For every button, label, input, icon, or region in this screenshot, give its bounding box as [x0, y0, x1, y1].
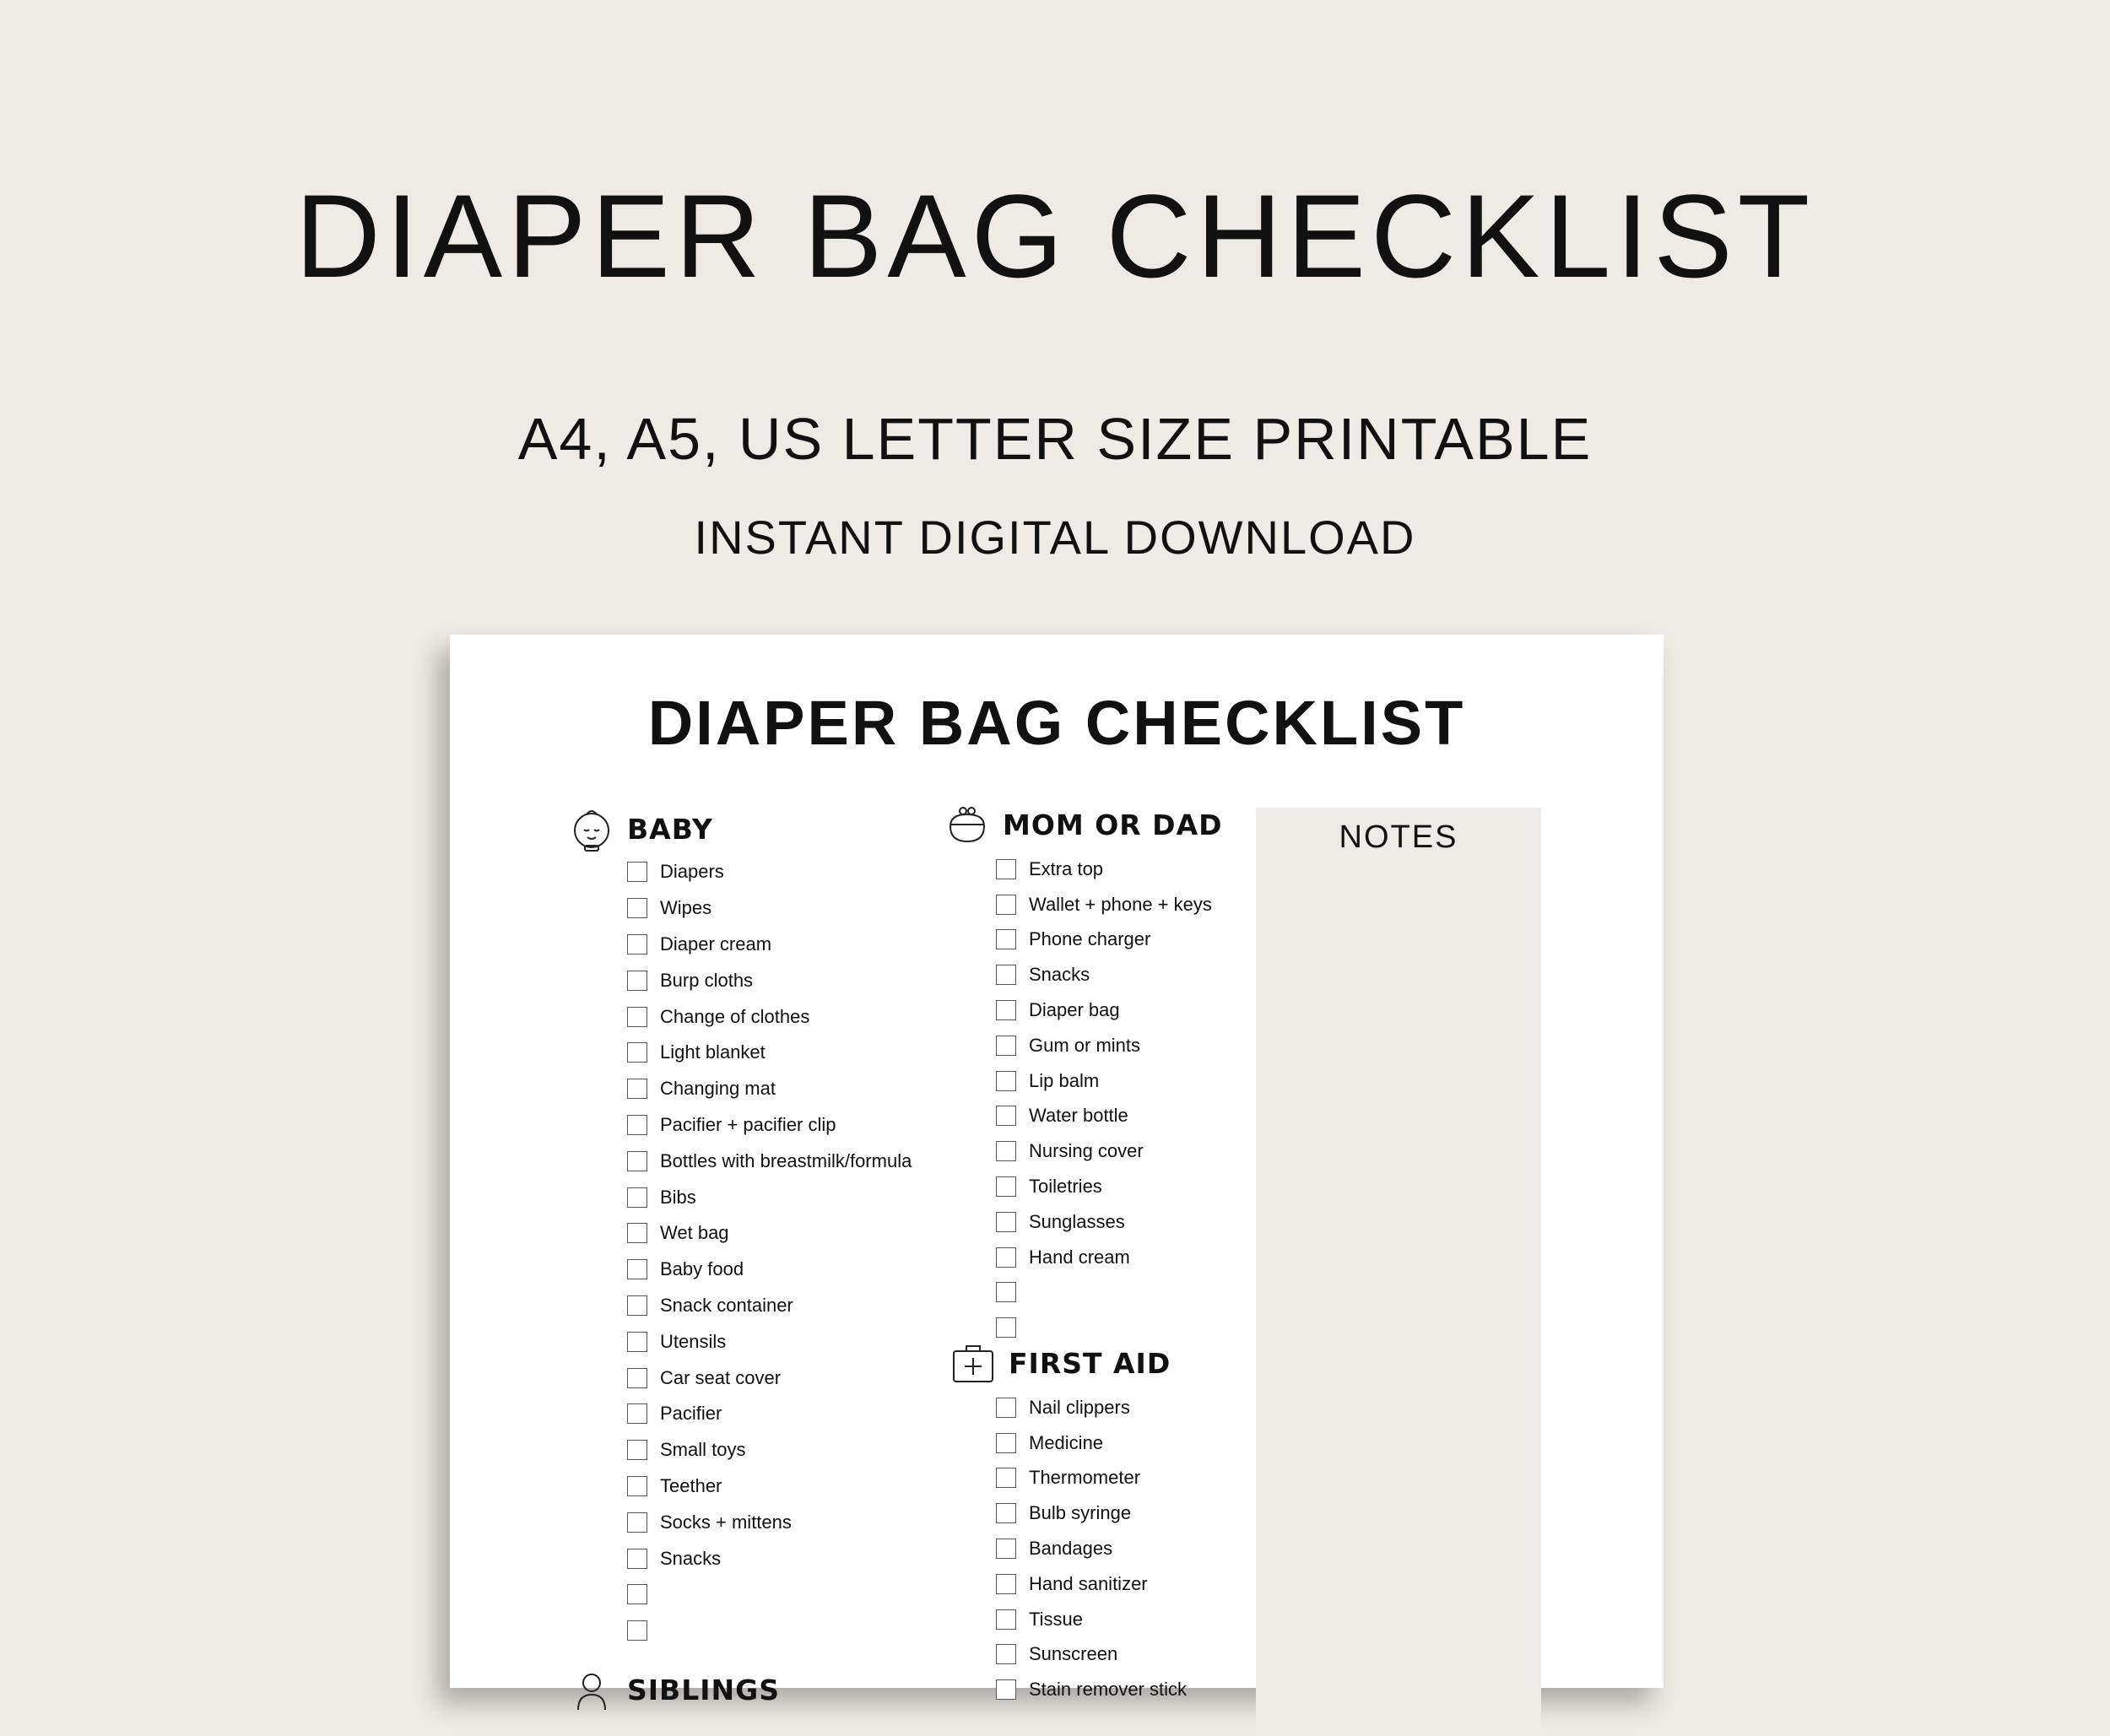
- checklist-item: [627, 1323, 912, 1360]
- checklist-item-label: Socks + mittens: [660, 1511, 792, 1533]
- page-title: DIAPER BAG CHECKLIST: [295, 170, 1815, 302]
- checklist-item: [627, 1468, 912, 1505]
- checklist-item-label: Bulb syringe: [1029, 1502, 1132, 1524]
- siblings-section-title: SIBLINGS: [627, 1673, 780, 1706]
- mom-or-dad-item-list: [996, 852, 1223, 1345]
- checklist-item: [627, 1432, 912, 1468]
- first-aid-kit-icon: [950, 1339, 997, 1387]
- checkbox[interactable]: [627, 1042, 647, 1063]
- checklist-item: [996, 1672, 1187, 1707]
- checklist-item-label: Wallet + phone + keys: [1029, 893, 1212, 915]
- checklist-item-label: Small toys: [660, 1439, 746, 1461]
- checklist-item: [627, 1360, 912, 1396]
- checklist-item-label: Bottles with breastmilk/formula: [660, 1149, 912, 1171]
- first-aid-section-header: [950, 1338, 1187, 1388]
- first-aid-section: [950, 1338, 1187, 1707]
- checklist-item: [996, 1425, 1187, 1461]
- checklist-item-label: Car seat cover: [660, 1366, 782, 1388]
- checkbox[interactable]: [996, 1317, 1016, 1338]
- checkbox[interactable]: [996, 1247, 1016, 1268]
- checklist-item: [627, 1179, 912, 1215]
- checklist-item: [627, 1288, 912, 1324]
- checklist-item-label: Diapers: [660, 861, 724, 883]
- checklist-item-label: Bibs: [660, 1186, 696, 1208]
- checkbox[interactable]: [996, 1036, 1016, 1056]
- checklist-item-label: Thermometer: [1029, 1467, 1141, 1489]
- checklist-item-label: Medicine: [1029, 1431, 1104, 1453]
- checkbox[interactable]: [627, 1620, 647, 1641]
- checkbox[interactable]: [627, 1079, 647, 1099]
- checkbox[interactable]: [627, 1187, 647, 1208]
- checklist-item-label: Extra top: [1029, 857, 1104, 879]
- checklist-item-label: Snacks: [1029, 964, 1090, 986]
- checklist-item-label: Hand cream: [1029, 1246, 1130, 1268]
- checkbox[interactable]: [996, 929, 1016, 949]
- checklist-item: [996, 1461, 1187, 1496]
- baby-face-icon: [568, 805, 615, 852]
- checklist-item: [627, 1215, 912, 1252]
- checklist-item-label: Water bottle: [1029, 1105, 1128, 1127]
- checkbox[interactable]: [996, 1106, 1016, 1126]
- checklist-item-label: Bandages: [1029, 1538, 1113, 1560]
- checklist-item-label: Diaper bag: [1029, 999, 1120, 1021]
- checklist-item-label: Diaper cream: [660, 933, 772, 955]
- checklist-item-label: Gum or mints: [1029, 1034, 1141, 1056]
- checklist-item: [996, 1390, 1187, 1425]
- checkbox[interactable]: [627, 1259, 647, 1279]
- checkbox[interactable]: [627, 1223, 647, 1243]
- mom-or-dad-section-header: [944, 799, 1223, 850]
- checkbox[interactable]: [996, 1282, 1016, 1302]
- checkbox[interactable]: [996, 965, 1016, 985]
- checklist-item: [627, 962, 912, 998]
- checklist-item-label: Burp cloths: [660, 969, 754, 991]
- checkbox[interactable]: [627, 1584, 647, 1604]
- checkbox[interactable]: [996, 1071, 1016, 1091]
- checkbox[interactable]: [627, 1332, 647, 1352]
- checklist-item: [996, 1602, 1187, 1637]
- checklist-item: [627, 1107, 912, 1144]
- checklist-item: [996, 957, 1223, 992]
- mom-or-dad-section: [944, 799, 1223, 1345]
- checklist-item: [627, 1504, 912, 1540]
- checkbox[interactable]: [627, 934, 647, 955]
- checkbox[interactable]: [996, 1212, 1016, 1232]
- checkbox[interactable]: [996, 1679, 1016, 1700]
- checklist-item: [627, 998, 912, 1035]
- checkbox[interactable]: [996, 1141, 1016, 1161]
- checklist-item-label: Nursing cover: [1029, 1140, 1144, 1162]
- checklist-item: [627, 1613, 912, 1649]
- checklist-item: [996, 992, 1223, 1028]
- checklist-item: [627, 854, 912, 890]
- checklist-item-label: Stain remover stick: [1029, 1679, 1188, 1701]
- checkbox[interactable]: [996, 1398, 1016, 1418]
- checklist-item: [627, 1396, 912, 1432]
- checkbox[interactable]: [627, 1403, 647, 1424]
- checklist-item: [627, 927, 912, 963]
- checkbox[interactable]: [627, 1007, 647, 1027]
- checkbox[interactable]: [627, 1368, 647, 1388]
- sheet-title: DIAPER BAG CHECKLIST: [647, 688, 1466, 758]
- checklist-item-label: Hand sanitizer: [1029, 1572, 1148, 1594]
- checklist-item: [996, 1133, 1223, 1169]
- checklist-item-label: Sunscreen: [1029, 1643, 1118, 1665]
- child-icon: [568, 1666, 615, 1713]
- checklist-item: [996, 1566, 1187, 1602]
- checklist-item: [996, 1495, 1187, 1531]
- checklist-item-label: Phone charger: [1029, 928, 1151, 950]
- checklist-item-label: Change of clothes: [660, 1005, 810, 1027]
- checkbox[interactable]: [996, 1433, 1016, 1453]
- checklist-item: [996, 852, 1223, 887]
- notes-panel: [1256, 808, 1541, 1736]
- checklist-item: [996, 1240, 1223, 1275]
- first-aid-section-title: FIRST AID: [1009, 1346, 1171, 1380]
- checkbox[interactable]: [996, 895, 1016, 915]
- checkbox[interactable]: [996, 1000, 1016, 1020]
- checklist-item: [996, 1169, 1223, 1204]
- checklist-item: [996, 887, 1223, 922]
- notes-title: NOTES: [1339, 819, 1458, 855]
- checklist-item-label: Pacifier: [660, 1403, 722, 1425]
- checklist-item-label: Utensils: [660, 1330, 727, 1352]
- checklist-item: [996, 1063, 1223, 1099]
- checklist-item-label: Wipes: [660, 897, 712, 919]
- checkbox[interactable]: [627, 1512, 647, 1533]
- checkbox[interactable]: [996, 1574, 1016, 1594]
- checklist-item-label: Tissue: [1029, 1608, 1083, 1630]
- checkbox[interactable]: [627, 898, 647, 918]
- coin-purse-icon: [944, 801, 991, 848]
- checkbox[interactable]: [996, 1468, 1016, 1488]
- checkbox[interactable]: [996, 1176, 1016, 1197]
- checkbox[interactable]: [996, 1609, 1016, 1630]
- checklist-item-label: Teether: [660, 1474, 722, 1496]
- size-subtitle: A4, A5, US LETTER SIZE PRINTABLE: [517, 406, 1593, 472]
- checklist-item: [996, 1637, 1187, 1673]
- baby-section-title: BABY: [627, 812, 713, 846]
- checkbox[interactable]: [627, 1115, 647, 1135]
- checkbox[interactable]: [627, 1440, 647, 1460]
- checkbox[interactable]: [627, 1476, 647, 1496]
- checklist-item: [627, 1143, 912, 1179]
- checklist-item: [627, 1071, 912, 1107]
- checklist-item: [627, 1252, 912, 1288]
- checkbox[interactable]: [996, 1539, 1016, 1559]
- checklist-item: [627, 1035, 912, 1071]
- checklist-item-label: Changing mat: [660, 1078, 776, 1100]
- checklist-item-label: Baby food: [660, 1258, 744, 1280]
- checklist-item-label: Light blanket: [660, 1041, 766, 1063]
- checklist-item-label: Wet bag: [660, 1222, 729, 1244]
- first-aid-item-list: [996, 1390, 1187, 1707]
- checklist-item: [996, 922, 1223, 958]
- baby-section: [568, 803, 912, 1649]
- checklist-item-label: Nail clippers: [1029, 1396, 1130, 1418]
- checklist-item: [996, 1275, 1223, 1311]
- checklist-item: [996, 1028, 1223, 1063]
- checkbox[interactable]: [627, 971, 647, 991]
- siblings-section-header: [568, 1664, 780, 1715]
- checklist-item-label: Toiletries: [1029, 1176, 1102, 1198]
- checklist-item-label: Snack container: [660, 1294, 793, 1316]
- checkbox[interactable]: [996, 859, 1016, 879]
- checklist-item: [996, 1204, 1223, 1240]
- baby-section-header: [568, 803, 912, 854]
- checkbox[interactable]: [627, 1151, 647, 1171]
- siblings-section: [568, 1664, 780, 1715]
- checklist-item-label: Sunglasses: [1029, 1210, 1125, 1232]
- checklist-item: [996, 1099, 1223, 1134]
- checklist-item: [627, 1576, 912, 1613]
- checklist-sheet: [450, 635, 1664, 1706]
- checklist-item: [627, 1540, 912, 1576]
- checklist-item: [996, 1531, 1187, 1566]
- checkbox[interactable]: [627, 1295, 647, 1316]
- mom-or-dad-section-title: MOM OR DAD: [1003, 808, 1223, 841]
- checkbox[interactable]: [996, 1644, 1016, 1664]
- checkbox[interactable]: [627, 1549, 647, 1569]
- checklist-item-label: Snacks: [660, 1547, 722, 1569]
- checkbox[interactable]: [627, 862, 647, 882]
- download-tagline: INSTANT DIGITAL DOWNLOAD: [694, 511, 1416, 564]
- baby-item-list: [627, 854, 912, 1649]
- checkbox[interactable]: [996, 1503, 1016, 1523]
- checklist-item: [627, 890, 912, 927]
- checklist-item-label: Pacifier + pacifier clip: [660, 1113, 836, 1135]
- checklist-item-label: Lip balm: [1029, 1069, 1100, 1091]
